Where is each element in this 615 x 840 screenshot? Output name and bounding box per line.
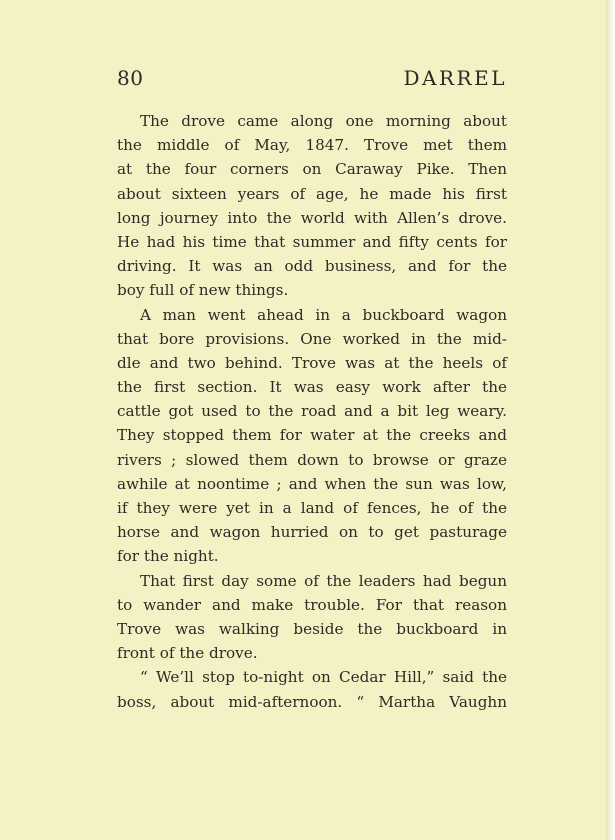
text-line: for the night. [117, 547, 219, 566]
page-number: 80 [117, 66, 144, 90]
running-title: DARREL [403, 66, 507, 90]
paragraph-1 [117, 109, 507, 303]
text-line: that bore provisions. One worked in the mid- [117, 329, 507, 348]
text-line: rivers ; slowed them down to browse or graze [117, 450, 507, 469]
text-line: awhile at noontime ; and when the sun was low, [117, 474, 507, 493]
text-line: “ We’ll stop to-night on Cedar Hill,” said the [140, 668, 507, 687]
text-line: dle and two behind. Trove was at the heels of [117, 353, 507, 372]
text-line: boss, about mid-afternoon. “ Martha Vaughn [117, 692, 507, 711]
text-line: A man went ahead in a buckboard wagon [140, 305, 507, 324]
text-line: boy full of new things. [117, 281, 289, 300]
text-line: to wander and make trouble. For that reason [117, 595, 507, 614]
page-edge [606, 0, 615, 840]
paragraph-2 [117, 303, 507, 569]
body-text [117, 109, 507, 714]
text-line: the middle of May, 1847. Trove met them [117, 136, 507, 155]
text-line: He had his time that summer and fifty cents for [117, 232, 507, 251]
text-line: if they were yet in a land of fences, he of the [117, 499, 507, 517]
text-line: the first section. It was easy work after the [117, 378, 507, 397]
text-line: front of the drove. [117, 644, 258, 663]
text-line: Trove was walking beside the buckboard in [117, 619, 507, 638]
paragraph-4 [117, 665, 507, 713]
text-line: at the four corners on Caraway Pike. Then [117, 160, 507, 179]
text-line: cattle got used to the road and a bit leg weary. [117, 402, 507, 421]
paragraph-3 [117, 569, 507, 666]
running-head [117, 66, 507, 96]
text-line: They stopped them for water at the creeks and [117, 426, 507, 445]
text-line: driving. It was an odd business, and for the [117, 257, 507, 276]
text-line: about sixteen years of age, he made his first [117, 184, 507, 203]
text-line: That first day some of the leaders had begun [140, 571, 507, 590]
text-line: The drove came along one morning about [140, 112, 507, 130]
text-line: long journey into the world with Allen’s drove. [117, 208, 507, 227]
text-line: horse and wagon hurried on to get pasturage [117, 523, 507, 542]
